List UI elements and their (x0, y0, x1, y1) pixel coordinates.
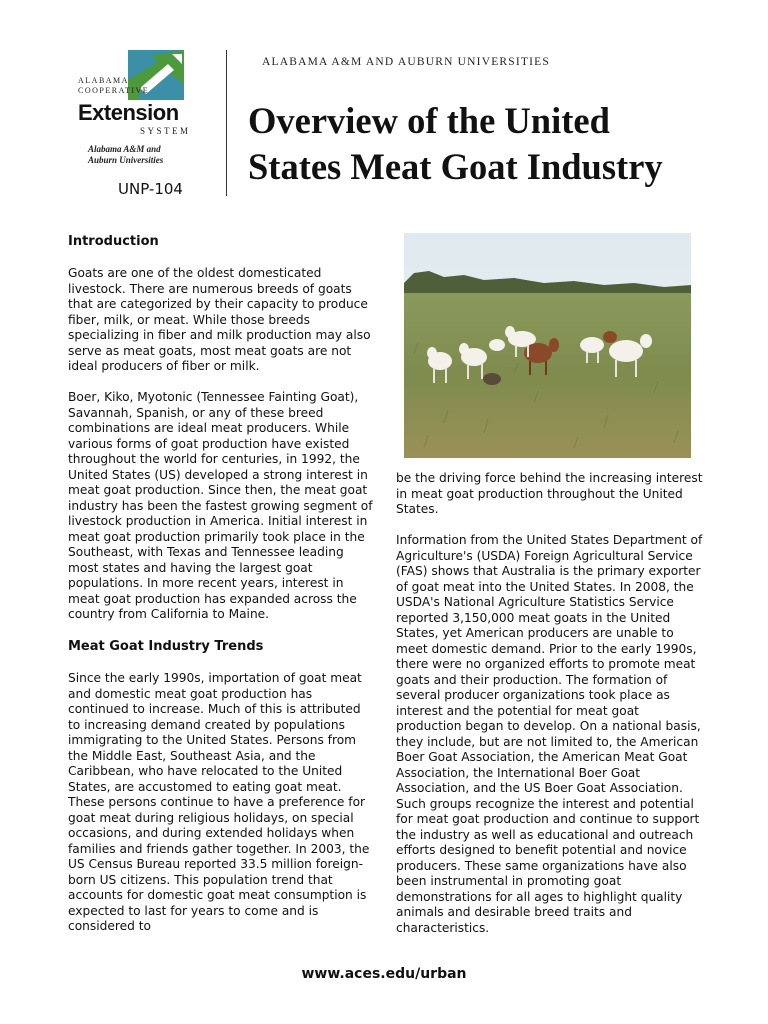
introduction-heading: Introduction (68, 234, 159, 249)
goats-in-field-photo (404, 233, 691, 458)
logo-alabama-text: ALABAMA COOPERATIVE (78, 76, 150, 95)
footer-url[interactable]: www.aces.edu/urban (301, 966, 467, 982)
trends-paragraph-2: Information from the United States Department of Agriculture's (USDA) Foreign Agricultural Service (FAS) shows that Australia is the primary exporter of goat meat into the United States. In 2008, the USDA's National Agriculture Statistics Service reported 3,150,000 meat goats in the United States, yet American producers are unable to meet domestic demand. Prior to the early 1990s, there were no organized efforts to promote meat goats and their production. The formation of several producer organizations took place as interest and the potential for meat goat production began to develop. On a national basis, they include, but are not limited to, the American Boer Goat Association, the American Meat Goat Association, the International Boer Goat Association, and the US Boer Goat Association. Such groups recognize the interest and potential for meat goat production and continue to support the industry as well as educational and outreach efforts designed to benefit potential and novice producers. These same organizations have also been instrumental in promoting goat demonstrations for all ages to highlight quality animals and desirable breed traits and characteristics. (396, 533, 703, 935)
logo-extension-text: Extension (78, 100, 179, 125)
introduction-paragraph-1: Goats are one of the oldest domesticated livestock. There are numerous breeds of goats that are categorized by their capacity to produce fiber, milk, or meat. While those breeds specializing in fiber and milk production may also serve as meat goats, most meat goats are not ideal producers of fiber or milk. (68, 266, 371, 373)
trends-paragraph-1: Since the early 1990s, importation of goat meat and domestic meat goat production has continued to increase. Much of this is attributed to increasing demand created by populations immigrating to the United States. Persons from the Middle East, Southeast Asia, and the Caribbean, who have relocated to the United States, are accustomed to eating goat meat. These persons continue to have a preference for goat meat during religious holidays, on special occasions, and during extended holidays when families and friends gather together. In 2003, the US Census Bureau reported 33.5 million foreign-born US citizens. This population trend that accounts for domestic goat meat consumption is expected to last for years to come and is considered to (68, 671, 370, 933)
right-column (396, 471, 708, 952)
logo-universities-text: Alabama A&M and Auburn Universities (88, 144, 164, 165)
institution-line: ALABAMA A&M AND AUBURN UNIVERSITIES (262, 56, 550, 68)
trends-paragraph-1-continued: be the driving force behind the increasing interest in meat goat production throughout the United States. (396, 471, 703, 516)
left-column (68, 233, 376, 950)
page-title: Overview of the United States Meat Goat Industry (248, 100, 663, 187)
extension-logo (62, 48, 212, 208)
logo-system-text: SYSTEM (140, 126, 191, 136)
header-divider (226, 50, 227, 196)
introduction-paragraph-2: Boer, Kiko, Myotonic (Tennessee Fainting Goat), Savannah, Spanish, or any of these breed combinations are ideal meat producers. While various forms of goat production have existed throughout the world for centuries, in 1992, the United States (US) developed a strong interest in meat goat production. Since then, the meat goat industry has been the fastest growing segment of livestock production in America. Initial interest in meat goat production primarily took place in the Southeast, with Texas and Tennessee leading most states and having the largest goat populations. In more recent years, interest in meat goat production has expanded across the country from California to Maine. (68, 390, 373, 621)
publication-code: UNP-104 (118, 180, 183, 198)
trends-heading: Meat Goat Industry Trends (68, 639, 264, 654)
